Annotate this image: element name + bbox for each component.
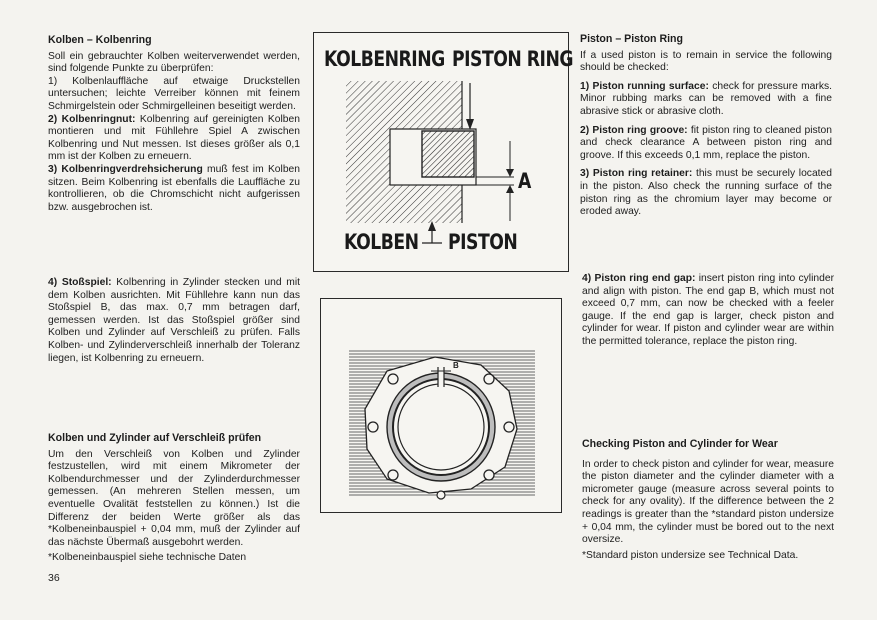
- figure-title-en: PISTON RING: [452, 47, 574, 71]
- item-2-lead-en: 2) Piston ring groove:: [580, 124, 688, 136]
- item-4-lead-en: 4) Piston ring end gap:: [582, 273, 696, 284]
- item-2-text-en: fit piston ring to cleaned piston and check clearance A between piston ring and groove. If this exceeds 0,1 mm, replace the piston.: [580, 124, 832, 161]
- right-section-piston-ring: [580, 33, 832, 219]
- label-a: A: [518, 169, 531, 193]
- wear-text-en: In order to check piston and cylinder for wear, measure the piston diameter and the cylinder diameter with a micrometer gauge (measure across several points to check for any ovality). If the difference between the 2 readings is greater than the *standard piston undersize + 0,04 mm, the cylinder must be bored out to the next oversize.: [582, 458, 834, 546]
- label-b: B: [453, 361, 459, 370]
- cylinder-drawing: [321, 299, 561, 512]
- item-3-en: [580, 168, 832, 218]
- heading-piston-ring: Piston – Piston Ring: [580, 33, 683, 45]
- page-number: 36: [48, 572, 60, 584]
- right-section-end-gap: [582, 273, 834, 349]
- heading-wear-en: Checking Piston and Cylinder for Wear: [582, 438, 778, 450]
- heading-kolben-kolbenring: Kolben – Kolbenring: [48, 34, 152, 46]
- item-3-lead: 3) Kolbenringverdrehsicherung: [48, 163, 203, 175]
- item-1-lead-en: 1) Piston running surface:: [580, 80, 709, 92]
- item-4-text-en: insert piston ring into cylinder and align with piston. The end gap B, which must not exceed 0,7 mm, can now be checked with a feeler gauge. If the end gap is larger, check piston and cylinder for wear. If piston and cylinder wear are within the permitted tolerance, replace the piston ring.: [582, 273, 834, 347]
- item-2-en: [580, 125, 832, 163]
- item-2: [48, 114, 300, 164]
- figure-title-de: KOLBENRING: [324, 47, 445, 71]
- left-section-wear: [48, 432, 300, 565]
- figure-piston-ring: [313, 32, 574, 272]
- item-4-lead: 4) Stoßspiel:: [48, 277, 112, 288]
- label-kolben: KOLBEN: [344, 230, 419, 254]
- item-3-lead-en: 3) Piston ring retainer:: [580, 168, 693, 180]
- left-section-end-gap: [48, 277, 300, 365]
- intro-text: Soll ein gebrauchter Kolben weiterverwendet werden, sind folgende Punkte zu überprüfen:: [48, 50, 300, 75]
- item-1: 1) Kolbenlauffläche auf etwaige Druckstellen untersuchen; leichte Verreiber können mit feinem Schmirgelstein oder Schmirgelleinen beseitigt werden.: [48, 75, 300, 112]
- left-section-piston-ring: [48, 34, 300, 214]
- wear-footnote: *Kolbeneinbauspiel siehe technische Daten: [48, 552, 247, 564]
- label-piston: PISTON: [448, 230, 518, 254]
- intro-text-en: If a used piston is to remain in service the following should be checked:: [580, 49, 832, 74]
- item-4-text: Kolbenring in Zylinder stecken und mit dem Kolben ausrichten. Mit Fühllehre kann nun das Stoßspiel B, das max. 0,7 mm betragen darf, gemessen werden. Ist das Stoßspiel größer sind Kolben und Zylinder auf Verschleiß zu prüfen. Falls Kolben- und Zylinderverschleiß innerhalb der Toleranz liegen, ist Kolbenring zu erneuern.: [48, 277, 300, 364]
- right-section-wear: [582, 438, 834, 562]
- item-3-text: muß fest im Kolben sitzen. Beim Kolbenring ist ebenfalls die Lauffläche zu kontrollieren, ob die Chromschicht nicht aufgerissen bzw. ausgebrochen ist.: [48, 163, 301, 213]
- wear-footnote-en: *Standard piston undersize see Technical Data.: [582, 549, 799, 561]
- item-4: [48, 277, 300, 365]
- heading-verschleiss: Kolben und Zylinder auf Verschleiß prüfen: [48, 432, 262, 444]
- item-1-en: [580, 81, 832, 119]
- item-3-text-en: this must be securely located in the piston. Also check the running surface of the piston ring as the chromium layer may become or eroded away.: [580, 168, 832, 218]
- figure-end-gap: [320, 298, 562, 513]
- item-2-text: Kolbenring auf gereinigten Kolben montieren und mit Fühllehre Spiel A zwischen Kolbenring und Nut messen. Ist dieses größer als 0,1 mm ist der Kolben zu erneuern.: [48, 113, 300, 163]
- wear-text: Um den Verschleiß von Kolben und Zylinder festzustellen, wird mit einem Mikrometer der Kolbendurchmesser und der Zylinderdurchmesser gemessen. (An mehreren Stellen messen, um eventuelle Ovalität feststellen zu können.) Ist die Differenz der beiden Werte größer als das *Kolbeneinbauspiel + 0,04 mm, muß der Zylinder auf das nächste Übermaß ausgebohrt werden.: [48, 448, 300, 548]
- item-1-text-en: check for pressure marks. Minor rubbing marks can be removed with a fine abrasive stick or abrasive cloth.: [580, 80, 832, 117]
- item-4-en: [582, 273, 834, 349]
- item-3: [48, 164, 300, 214]
- item-2-lead: 2) Kolbenringnut:: [48, 113, 136, 125]
